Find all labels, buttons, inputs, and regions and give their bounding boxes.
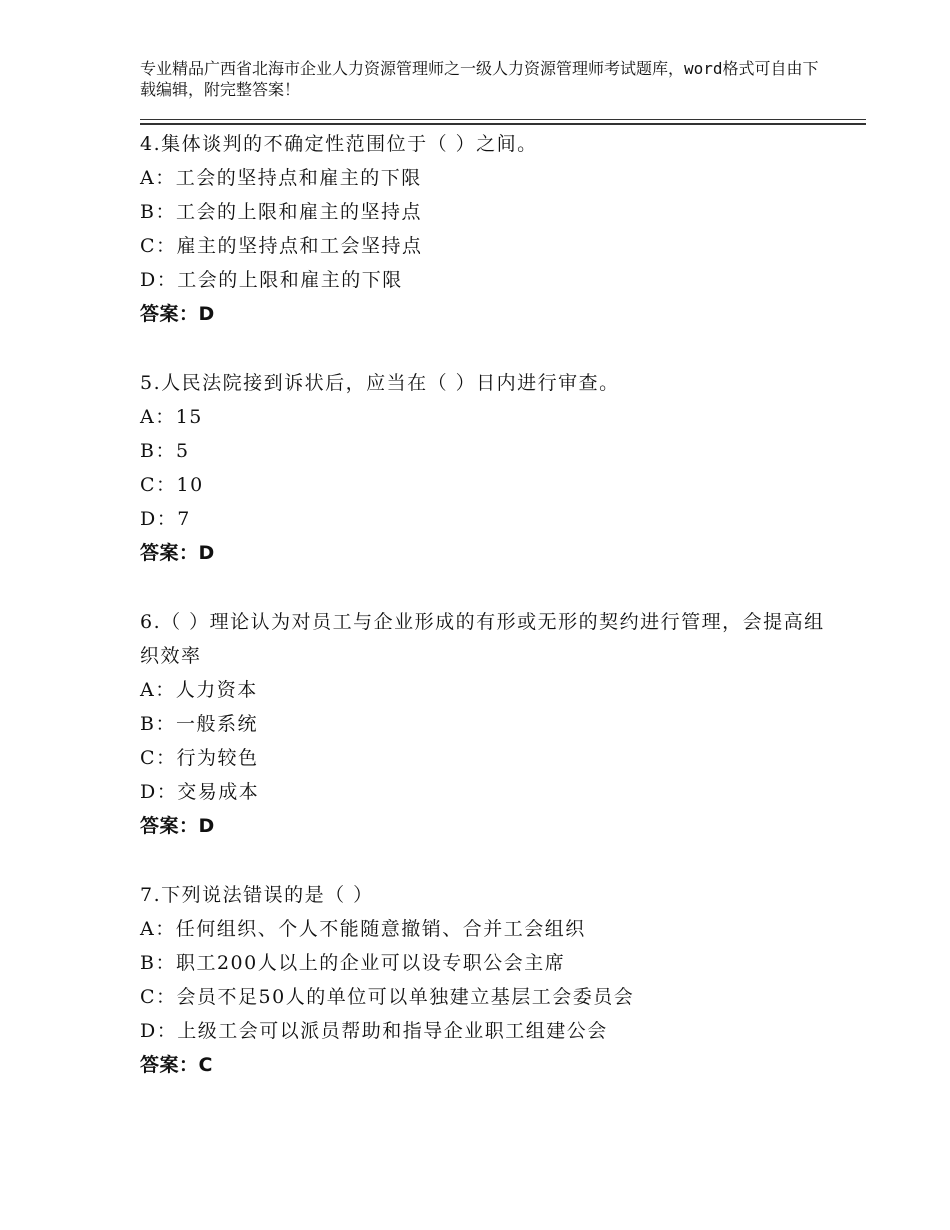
option-a: A：15	[140, 406, 203, 428]
question-stem: 4.集体谈判的不确定性范围位于（ ）之间。	[140, 133, 538, 155]
answer: 答案：D	[140, 815, 215, 837]
option-d: D：工会的上限和雇主的下限	[140, 269, 403, 291]
option-a: A：人力资本	[140, 679, 258, 701]
header-divider-thick	[140, 123, 866, 125]
option-c: C：雇主的坚持点和工会坚持点	[140, 235, 423, 257]
option-d: D：交易成本	[140, 781, 260, 803]
option-d: D：上级工会可以派员帮助和指导企业职工组建公会	[140, 1020, 608, 1042]
question-stem: 6.（ ）理论认为对员工与企业形成的有形或无形的契约进行管理，会提高组织效率	[140, 611, 825, 667]
question-stem: 7.下列说法错误的是（ ）	[140, 884, 374, 906]
option-c: C：行为较色	[140, 747, 259, 769]
question-7	[140, 878, 830, 1082]
option-b: B：工会的上限和雇主的坚持点	[140, 201, 422, 223]
answer: 答案：C	[140, 1054, 213, 1076]
question-4	[140, 127, 830, 331]
option-c: C：10	[140, 474, 204, 496]
option-d: D：7	[140, 508, 191, 530]
header-divider-thin	[140, 119, 866, 120]
option-b: B：5	[140, 440, 190, 462]
option-b: B：职工200人以上的企业可以设专职公会主席	[140, 952, 566, 974]
answer: 答案：D	[140, 303, 215, 325]
option-a: A：工会的坚持点和雇主的下限	[140, 167, 422, 189]
option-b: B：一般系统	[140, 713, 258, 735]
question-6	[140, 605, 830, 843]
answer: 答案：D	[140, 542, 215, 564]
option-a: A：任何组织、个人不能随意撤销、合并工会组织	[140, 918, 586, 940]
document-header: 专业精品广西省北海市企业人力资源管理师之一级人力资源管理师考试题库，word格式可自由下载编辑，附完整答案！	[140, 59, 819, 99]
option-c: C：会员不足50人的单位可以单独建立基层工会委员会	[140, 986, 635, 1008]
question-stem: 5.人民法院接到诉状后，应当在（ ）日内进行审查。	[140, 372, 620, 394]
question-5	[140, 366, 830, 570]
